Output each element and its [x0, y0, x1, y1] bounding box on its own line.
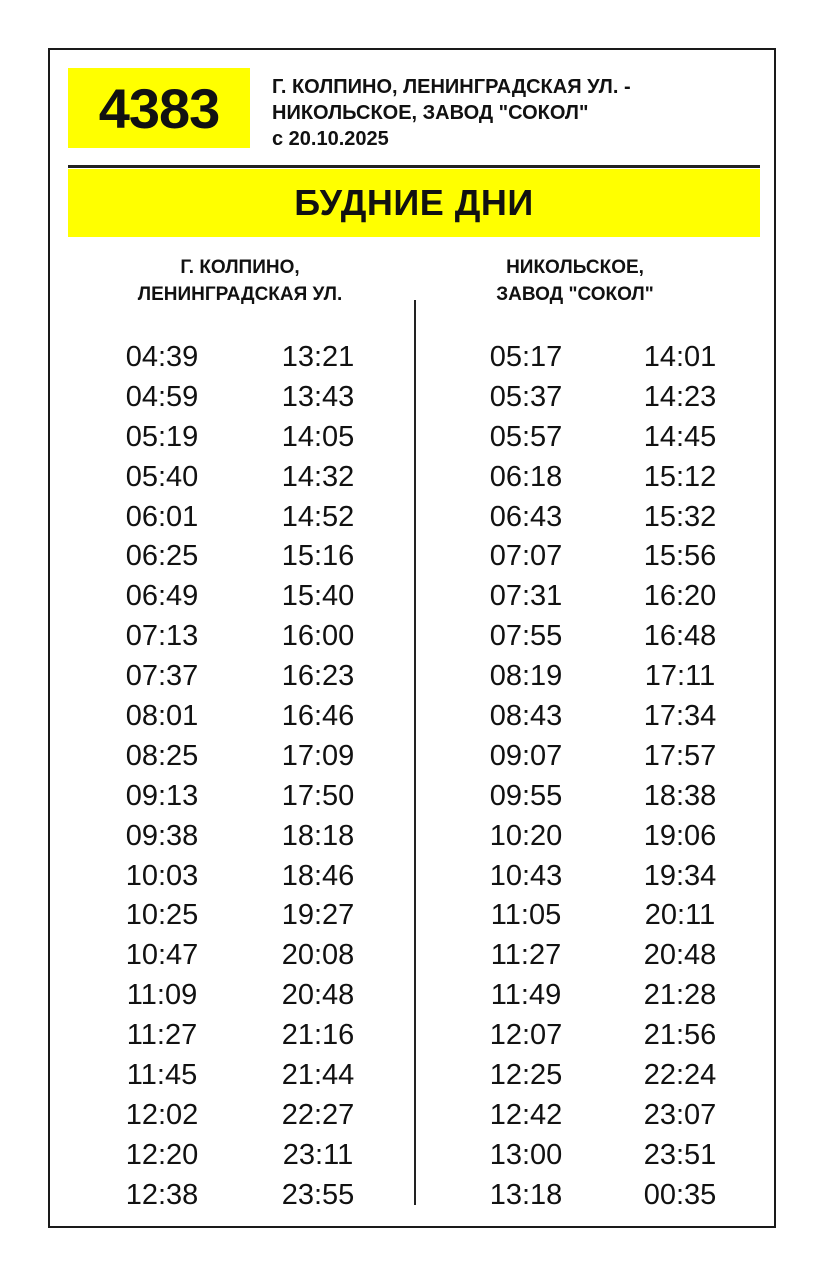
direction-header-line1: Г. КОЛПИНО,: [180, 257, 300, 278]
departure-time: 04:39: [125, 341, 199, 373]
departure-time: 04:59: [125, 380, 199, 413]
departure-time: 11:45: [126, 1059, 198, 1092]
departure-time: 13:18: [489, 1178, 563, 1211]
departure-time: 18:18: [281, 819, 355, 852]
direction-header-nikolskoe: [440, 254, 710, 308]
departure-time: 12:02: [125, 1098, 199, 1131]
departure-time: 21:28: [643, 979, 717, 1012]
departure-time: 21:56: [643, 1019, 717, 1052]
departure-time: 00:35: [643, 1178, 717, 1211]
departure-time: 09:55: [489, 779, 563, 812]
departure-time: 14:05: [281, 420, 355, 453]
departure-time: 12:07: [489, 1019, 563, 1052]
departure-time: 12:20: [125, 1138, 199, 1171]
departure-time: 06:18: [489, 460, 563, 493]
route-number-badge: [68, 68, 250, 148]
times-column: [248, 338, 388, 1216]
departure-time: 07:37: [125, 660, 199, 693]
departure-time: 14:32: [281, 460, 355, 493]
departure-time: 16:48: [643, 620, 717, 653]
departure-time: 16:20: [643, 580, 717, 613]
departure-time: 11:27: [126, 1019, 198, 1052]
times-column: [456, 338, 596, 1216]
direction-header-line2: ЛЕНИНГРАДСКАЯ УЛ.: [137, 284, 343, 305]
times-column: [610, 338, 750, 1216]
departure-time: 07:07: [489, 540, 563, 573]
departure-time: 15:32: [643, 500, 717, 533]
valid-from-date: с 20.10.2025: [272, 128, 389, 150]
timetable-sheet: [48, 48, 776, 1228]
departure-time: 10:20: [489, 819, 563, 852]
departure-time: 14:23: [643, 380, 717, 413]
departure-time: 15:16: [281, 540, 355, 573]
departure-time: 22:27: [281, 1098, 355, 1131]
departure-time: 12:42: [489, 1098, 563, 1131]
departure-time: 10:25: [125, 899, 199, 932]
departure-time: 17:11: [644, 660, 716, 693]
route-name-line1: Г. КОЛПИНО, ЛЕНИНГРАДСКАЯ УЛ. -: [272, 76, 631, 98]
departure-time: 09:13: [125, 779, 199, 812]
departure-time: 11:49: [490, 979, 562, 1012]
direction-header-kolpino: [90, 254, 390, 308]
departure-time: 20:48: [643, 939, 717, 972]
departure-time: 17:50: [281, 779, 355, 812]
direction-header-line1: НИКОЛЬСКОЕ,: [506, 257, 644, 278]
departure-time: 17:09: [281, 739, 355, 772]
route-info: [272, 74, 631, 152]
departure-time: 06:43: [489, 500, 563, 533]
departure-time: 08:01: [125, 700, 199, 733]
departure-time: 20:08: [281, 939, 355, 972]
departure-time: 07:55: [489, 620, 563, 653]
departure-time: 14:01: [643, 341, 717, 373]
departure-time: 13:43: [281, 380, 355, 413]
departure-time: 08:19: [489, 660, 563, 693]
departure-time: 20:48: [281, 979, 355, 1012]
departure-time: 10:03: [125, 859, 199, 892]
header-divider: [68, 165, 760, 168]
departure-time: 23:51: [643, 1138, 717, 1171]
departure-time: 08:25: [125, 739, 199, 772]
departure-time: 23:55: [281, 1178, 355, 1211]
departure-time: 15:40: [281, 580, 355, 613]
departure-time: 17:34: [643, 700, 717, 733]
direction-divider: [414, 300, 416, 1205]
route-number: 4383: [98, 76, 220, 140]
departure-time: 06:01: [125, 500, 199, 533]
departure-time: 16:23: [281, 660, 355, 693]
departure-time: 10:47: [125, 939, 199, 972]
departure-time: 06:49: [125, 580, 199, 613]
departure-time: 09:07: [489, 739, 563, 772]
departure-time: 16:46: [281, 700, 355, 733]
times-column: [92, 338, 232, 1216]
departure-time: 15:12: [643, 460, 717, 493]
departure-time: 09:38: [125, 819, 199, 852]
departure-time: 19:34: [643, 859, 717, 892]
departure-time: 20:11: [644, 899, 716, 932]
departure-time: 23:11: [282, 1138, 354, 1171]
departure-time: 19:06: [643, 819, 717, 852]
departure-time: 14:45: [643, 420, 717, 453]
departure-time: 19:27: [281, 899, 355, 932]
departure-time: 13:00: [489, 1138, 563, 1171]
departure-time: 12:38: [125, 1178, 199, 1211]
departure-time: 23:07: [643, 1098, 717, 1131]
departure-time: 05:19: [125, 420, 199, 453]
direction-header-line2: ЗАВОД "СОКОЛ": [496, 284, 654, 305]
departure-time: 06:25: [125, 540, 199, 573]
departure-time: 22:24: [643, 1059, 717, 1092]
day-type-label: БУДНИЕ ДНИ: [294, 182, 534, 223]
departure-time: 12:25: [489, 1059, 563, 1092]
departure-time: 18:46: [281, 859, 355, 892]
departure-time: 11:27: [490, 939, 562, 972]
departure-time: 16:00: [281, 620, 355, 653]
departure-time: 11:05: [490, 899, 562, 932]
departure-time: 11:09: [126, 979, 198, 1012]
departure-time: 10:43: [489, 859, 563, 892]
departure-time: 18:38: [643, 779, 717, 812]
departure-time: 05:17: [489, 341, 563, 373]
departure-time: 15:56: [643, 540, 717, 573]
departure-time: 07:13: [125, 620, 199, 653]
departure-time: 05:37: [489, 380, 563, 413]
route-name-line2: НИКОЛЬСКОЕ, ЗАВОД "СОКОЛ": [272, 102, 589, 124]
departure-time: 21:44: [281, 1059, 355, 1092]
departure-time: 08:43: [489, 700, 563, 733]
departure-time: 21:16: [281, 1019, 355, 1052]
departure-time: 14:52: [281, 500, 355, 533]
departure-time: 05:40: [125, 460, 199, 493]
day-type-banner: [68, 169, 760, 237]
departure-time: 13:21: [281, 341, 355, 373]
departure-time: 05:57: [489, 420, 563, 453]
departure-time: 17:57: [643, 739, 717, 772]
departure-time: 07:31: [489, 580, 563, 613]
